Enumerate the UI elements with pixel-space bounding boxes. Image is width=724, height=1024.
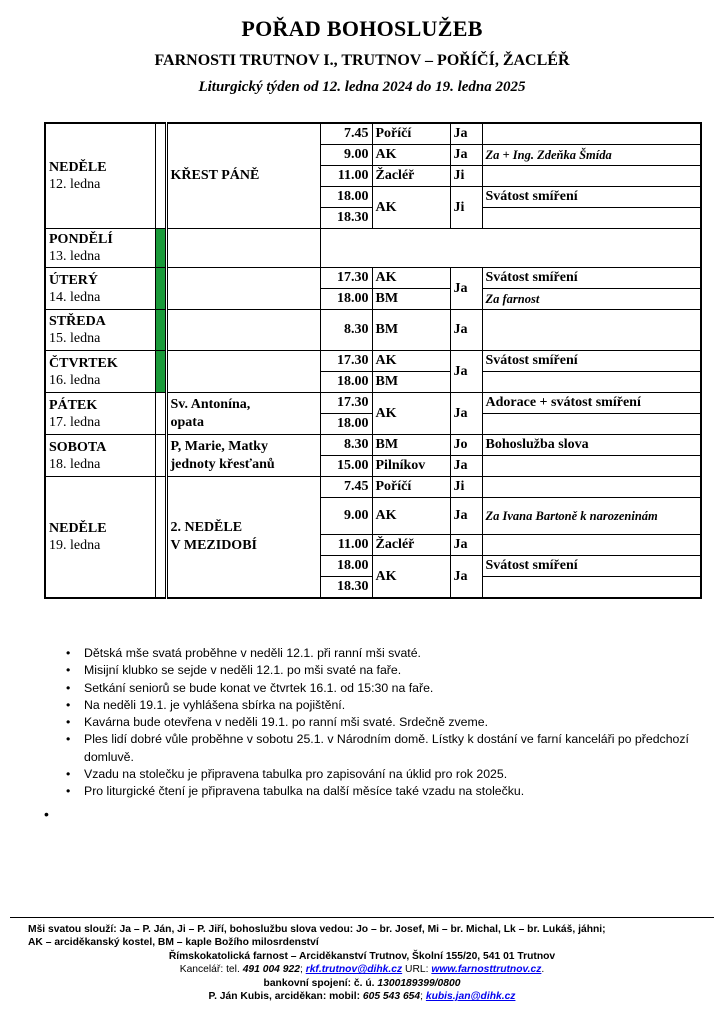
bullet-icon: • (66, 646, 71, 660)
footer-divider (10, 917, 714, 918)
website-link[interactable]: www.farnosttrutnov.cz (431, 964, 542, 976)
table-row: NEDĚLE 12. ledna KŘEST PÁNĚ 7.45 Poříčí Ja (45, 123, 701, 145)
office-email-link[interactable]: rkf.trutnov@dihk.cz (305, 964, 403, 976)
table-row: NEDĚLE 19. ledna 2. NEDĚLE V MEZIDOBÍ 7.45 Poříčí Ji (45, 477, 701, 498)
table-row: ČTVRTEK 16. ledna 17.30 AK Ja Svátost smíření (45, 351, 701, 372)
footer-office: Kancelář: tel. 491 004 922; rkf.trutnov@dihk.cz URL: www.farnosttrutnov.cz. (179, 964, 545, 976)
table-row (45, 229, 701, 268)
day-cell: PÁTEK 17. ledna (45, 393, 155, 435)
feast-cell: P, Marie, Matky jednoty křesťanů (166, 435, 320, 477)
bullet-icon: • (66, 680, 71, 695)
list-item: • Kavárna bude otevřena v neděli 19.1. po ranní mši svaté. Srdečně zveme. (66, 714, 706, 731)
list-item: • Setkání seniorů se bude konat ve čtvrtek 16.1. od 15:30 na faře. (66, 680, 706, 697)
liturgical-color-marker (155, 268, 166, 310)
day-cell: ČTVRTEK 16. ledna (45, 351, 155, 393)
list-item: • Pro liturgické čtení je připravena tabulka na další měsíce také vzadu na stolečku. (66, 783, 706, 800)
table-row: 9.00 AK Ja Za + Ing. Zdeňka Šmída (45, 145, 701, 166)
table-row: PÁTEK 17. ledna Sv. Antonína, opata 17.30 AK Ja Adorace + svátost smíření (45, 393, 701, 414)
list-item: • Ples lidí dobré vůle proběhne v sobotu 25.1. v Národním domě. Lístky k dostání ve farní kanceláři po předchozí domluvě. (66, 732, 689, 764)
liturgical-week: Liturgický týden od 12. ledna 2024 do 19. ledna 2025 (198, 79, 526, 95)
table-row: SOBOTA 18. ledna P, Marie, Matky jednoty křesťanů 8.30 BM Jo Bohoslužba slova (45, 435, 701, 456)
bullet-icon: • (66, 697, 71, 712)
table-row: 11.00 Žacléř Ja (45, 535, 701, 556)
table-row: 18.00 AK Ji Svátost smíření (45, 187, 701, 208)
bullet-icon: • (66, 715, 71, 730)
feast-cell: 2. NEDĚLE V MEZIDOBÍ (166, 477, 320, 599)
footer-parish-address: Římskokatolická farnost – Arciděkanství Trutnov, Školní 155/20, 541 01 Trutnov (168, 950, 556, 962)
table-row: 18.00 (45, 414, 701, 435)
feast-cell: Sv. Antonína, opata (166, 393, 320, 435)
page-title: POŘAD BOHOSLUŽEB (241, 16, 483, 41)
table-row: 18.30 (45, 208, 701, 229)
table-row: 9.00 AK Ja Za Ivana Bartoně k narozeninám (45, 498, 701, 535)
table-row: 11.00 Žacléř Ji (45, 166, 701, 187)
day-cell: NEDĚLE 12. ledna (45, 123, 155, 229)
list-item: • Misijní klubko se sejde v neděli 12.1. po mši svaté na faře. (66, 662, 706, 679)
table-row: 15.00 Pilníkov Ja (45, 456, 701, 477)
footer (0, 923, 724, 1003)
footer-legend: AK – arciděkanský kostel, BM – kaple Božího milosrdenství (28, 937, 319, 949)
table-row: 18.00 AK Ja Svátost smíření (45, 556, 701, 577)
bullet-icon: • (66, 767, 71, 782)
list-item: • Na neděli 19.1. je vyhlášena sbírka na pojištění. (66, 697, 706, 714)
bullet-icon: • (66, 732, 71, 747)
priest-email-link[interactable]: kubis.jan@dihk.cz (425, 991, 516, 1003)
liturgical-color-marker (155, 351, 166, 393)
table-row: 18.30 (45, 577, 701, 599)
empty-bullet-icon: • (44, 806, 49, 822)
list-item: • Dětská mše svatá proběhne v neděli 12.1. při ranní mši svaté. (66, 645, 706, 662)
day-cell: ÚTERÝ 14. ledna (45, 268, 155, 310)
table-row: STŘEDA 15. ledna 8.30 BM Ja (45, 310, 701, 351)
day-cell: PONDĚLÍ 13. ledna (45, 229, 155, 268)
feast-cell: KŘEST PÁNĚ (166, 123, 320, 229)
footer-contact: P. Ján Kubis, arciděkan: mobil: 605 543 654; kubis.jan@dihk.cz (208, 991, 516, 1003)
announcements-list (66, 645, 706, 801)
footer-bank: bankovní spojení: č. ú. 1300189399/0800 (263, 977, 461, 989)
parishes-subtitle: FARNOSTI TRUTNOV I., TRUTNOV – POŘÍČÍ, ŽACLÉŘ (154, 52, 570, 69)
day-cell: SOBOTA 18. ledna (45, 435, 155, 477)
liturgical-color-marker (155, 310, 166, 351)
list-item: • Vzadu na stolečku je připravena tabulka pro zapisování na úklid pro rok 2025. (66, 766, 706, 783)
day-cell: NEDĚLE 19. ledna (45, 477, 155, 599)
table-row: 18.00 BM Za farnost (45, 289, 701, 310)
table-row: ÚTERÝ 14. ledna 17.30 AK Ja Svátost smíření (45, 268, 701, 289)
table-row: 18.00 BM (45, 372, 701, 393)
bullet-icon: • (66, 784, 71, 799)
liturgical-color-marker (155, 229, 166, 268)
day-cell: STŘEDA 15. ledna (45, 310, 155, 351)
bullet-icon: • (66, 663, 71, 678)
footer-servers: Mši svatou slouží: Ja – P. Ján, Ji – P. Jiří, bohoslužbu slova vedou: Jo – br. Josef, Mi – br. Michal, Lk – br. Lukáš, jáhni; (28, 924, 606, 935)
schedule-table (44, 122, 702, 599)
